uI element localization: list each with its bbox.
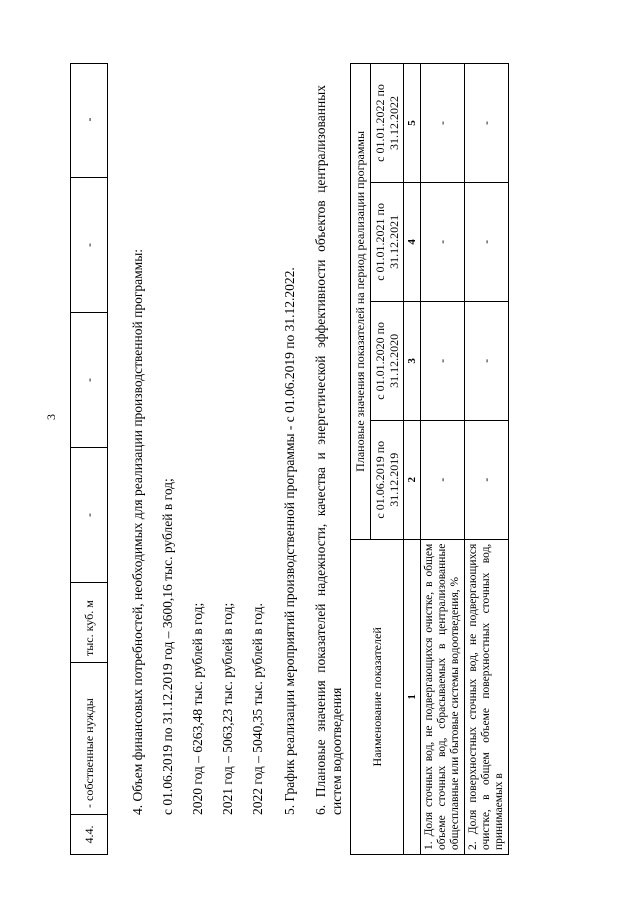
period-header: с 01.01.2022 по 31.12.2022 [371, 64, 404, 183]
indicator-name: 1. Доля сточных вод, не подвергающихся очистке, в общем объеме сточных вод, сбрасываемых в централизованные общесплавные или бытовые системы водоотведения, % [421, 539, 465, 854]
rotated-page-content [70, 55, 590, 855]
column-number: 3 [404, 301, 421, 420]
period-header: с 01.01.2020 по 31.12.2020 [371, 301, 404, 420]
row-value: - [81, 117, 96, 122]
table-row [421, 64, 465, 855]
table-row [465, 64, 509, 855]
row-value: - [71, 177, 107, 312]
indicator-value: - [465, 182, 509, 301]
column-number: 1 [404, 539, 421, 854]
indicator-value: - [465, 301, 509, 420]
row-value: - [71, 312, 107, 447]
section4-heading: 4. Объем финансовых потребностей, необходимых для реализации производственной программы: [130, 248, 145, 815]
indicators-table [350, 63, 509, 855]
section4-line: 2021 год – 5063,23 тыс. рублей в год; [220, 602, 235, 815]
page-number: 3 [44, 414, 58, 420]
indicator-value: - [421, 301, 465, 420]
period-header: с 01.01.2021 по 31.12.2021 [371, 182, 404, 301]
indicator-value: - [465, 420, 509, 539]
indicator-value: - [421, 64, 465, 183]
period-header: с 01.06.2019 по 31.12.2019 [371, 420, 404, 539]
row-unit: тыс. куб. м [71, 582, 107, 662]
column-number: 5 [404, 64, 421, 183]
section5-text: 5. График реализации мероприятий производственной программы - с 01.06.2019 по 31.12.2022. [282, 267, 297, 815]
name-header: Наименование показателей [351, 539, 404, 854]
indicator-value: - [421, 420, 465, 539]
column-number: 4 [404, 182, 421, 301]
indicator-value: - [465, 64, 509, 183]
plan-header: Плановые значения показателей на период реализации программы [351, 64, 371, 540]
column-number: 2 [404, 420, 421, 539]
row-value: - [71, 447, 107, 582]
table-row-4-4 [70, 63, 108, 855]
section4-line: 2022 год – 5040,35 тыс. рублей в год. [250, 603, 265, 815]
indicator-name: 2. Доля поверхностных сточных вод, не подвергающихся очистке, в общем объеме поверхностных сточных вод, принимаемых в [465, 539, 509, 854]
section4-line: с 01.06.2019 по 31.12.2019 год – 3600,16 тыс. рублей в год; [160, 478, 175, 815]
row-label: - собственные нужды [71, 662, 107, 814]
section6-text: 6. Плановые значения показателей надежности, качества и энергетической эффективности объектов централизованных систем водоотведения [313, 85, 344, 815]
indicator-value: - [421, 182, 465, 301]
section4-line: 2020 год – 6263,48 тыс. рублей в год; [190, 602, 205, 815]
row-index: 4.4. [71, 814, 107, 854]
